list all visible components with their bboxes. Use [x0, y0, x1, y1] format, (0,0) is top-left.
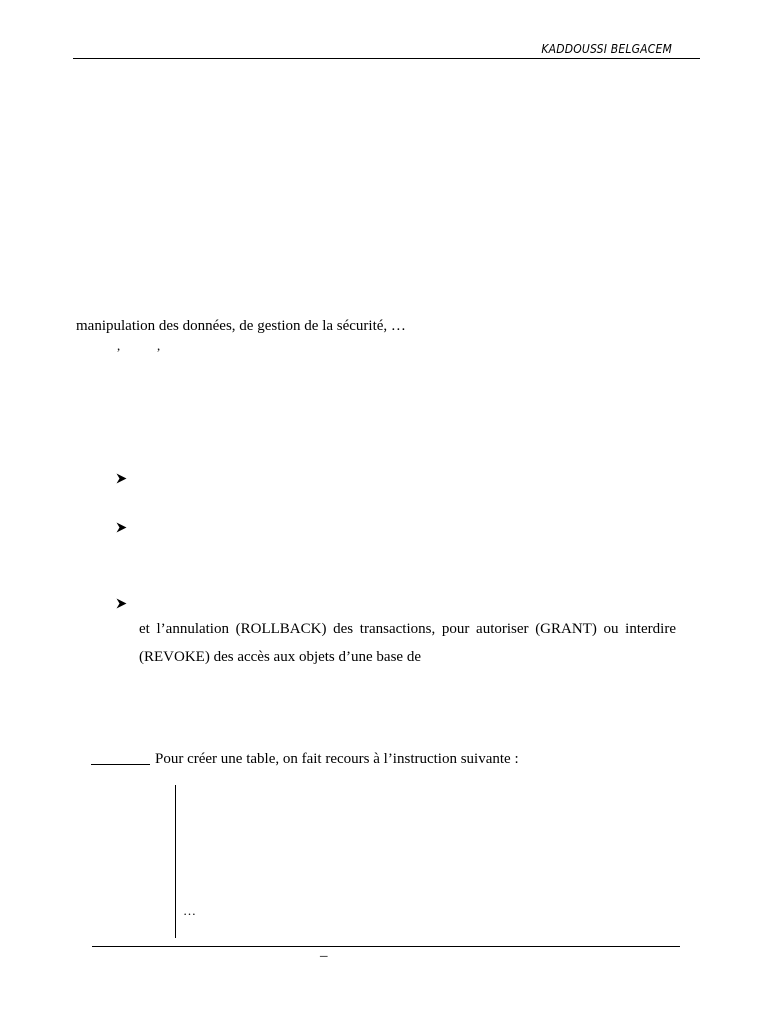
- code-ellipsis: …: [183, 903, 196, 918]
- stray-comma: ,: [117, 338, 121, 353]
- footer-divider: [92, 946, 680, 947]
- bullet-text-line: (REVOKE) des accès aux objets d’une base de: [139, 649, 421, 665]
- header-divider: [73, 58, 700, 59]
- page-number-dash: –: [320, 948, 328, 964]
- stray-comma: ,: [157, 338, 161, 353]
- arrowhead-bullet-icon: [116, 598, 128, 610]
- intro-line: manipulation des données, de gestion de la sécurité, …: [76, 318, 406, 334]
- code-block-border: [175, 785, 176, 938]
- underlined-label-blank: [91, 764, 150, 765]
- create-table-line: Pour créer une table, on fait recours à l’instruction suivante :: [155, 751, 519, 767]
- arrowhead-bullet-icon: [116, 522, 128, 534]
- header-author: KADDOUSSI BELGACEM: [541, 42, 672, 56]
- bullet-text-line: et l’annulation (ROLLBACK) des transactions, pour autoriser (GRANT) ou interdire: [139, 621, 676, 637]
- arrowhead-bullet-icon: [116, 473, 128, 485]
